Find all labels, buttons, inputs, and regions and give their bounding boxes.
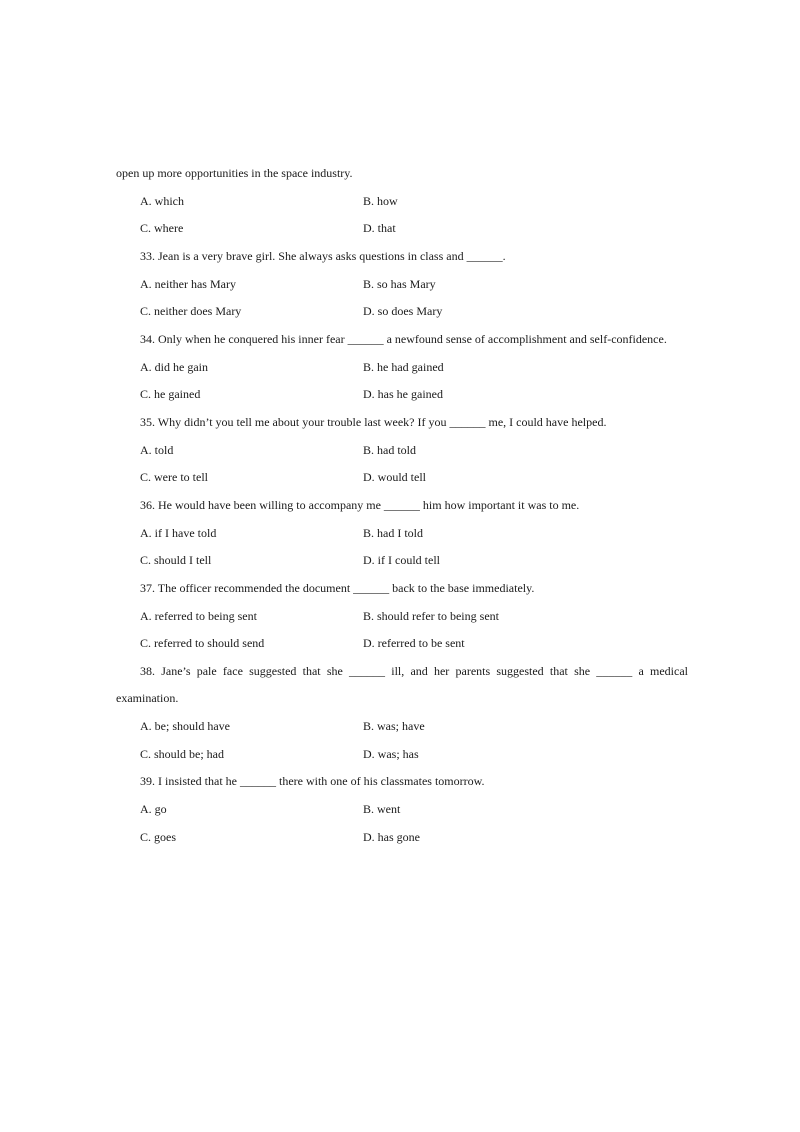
option-b: B. should refer to being sent xyxy=(363,609,499,623)
question-stem-35: 35. Why didn’t you tell me about your trouble last week? If you ______ me, I could have helped. xyxy=(140,415,607,429)
option-c: C. he gained xyxy=(140,387,201,401)
option-c: C. referred to should send xyxy=(140,636,265,650)
option-d: D. would tell xyxy=(363,470,426,484)
option-b: B. he had gained xyxy=(363,360,444,374)
option-a: A. told xyxy=(140,443,174,457)
question-stem-34: 34. Only when he conquered his inner fear ______ a newfound sense of accomplishment and self-confidence. xyxy=(140,332,667,346)
question-stem-38: 38. Jane’s pale face suggested that she ______ ill, and her parents suggested that she ______ a medical xyxy=(140,664,688,678)
option-c: C. goes xyxy=(140,830,176,844)
option-a: A. be; should have xyxy=(140,719,230,733)
option-d: D. that xyxy=(363,221,396,235)
option-d: D. referred to be sent xyxy=(363,636,465,650)
question-stem-36: 36. He would have been willing to accompany me ______ him how important it was to me. xyxy=(140,498,580,512)
option-a: A. did he gain xyxy=(140,360,208,374)
option-d: D. if I could tell xyxy=(363,553,440,567)
option-b: B. was; have xyxy=(363,719,425,733)
option-a: A. go xyxy=(140,802,167,816)
question-stem-33: 33. Jean is a very brave girl. She always asks questions in class and ______. xyxy=(140,249,506,263)
option-d: D. was; has xyxy=(363,747,419,761)
option-d: D. has gone xyxy=(363,830,420,844)
option-b: B. had told xyxy=(363,443,416,457)
question-stem-38-continuation: examination. xyxy=(116,691,179,705)
option-a: A. if I have told xyxy=(140,526,217,540)
option-d: D. so does Mary xyxy=(363,304,443,318)
option-a: A. neither has Mary xyxy=(140,277,236,291)
option-a: A. referred to being sent xyxy=(140,609,257,623)
option-b: B. so has Mary xyxy=(363,277,436,291)
option-c: C. where xyxy=(140,221,184,235)
option-c: C. neither does Mary xyxy=(140,304,242,318)
question-stem-39: 39. I insisted that he ______ there with one of his classmates tomorrow. xyxy=(140,774,485,788)
option-c: C. should be; had xyxy=(140,747,224,761)
option-c: C. were to tell xyxy=(140,470,208,484)
question-continuation: open up more opportunities in the space industry. xyxy=(116,166,353,180)
option-d: D. has he gained xyxy=(363,387,443,401)
option-b: B. how xyxy=(363,194,398,208)
option-b: B. went xyxy=(363,802,401,816)
option-b: B. had I told xyxy=(363,526,423,540)
option-c: C. should I tell xyxy=(140,553,212,567)
question-stem-37: 37. The officer recommended the document ______ back to the base immediately. xyxy=(140,581,535,595)
option-a: A. which xyxy=(140,194,184,208)
